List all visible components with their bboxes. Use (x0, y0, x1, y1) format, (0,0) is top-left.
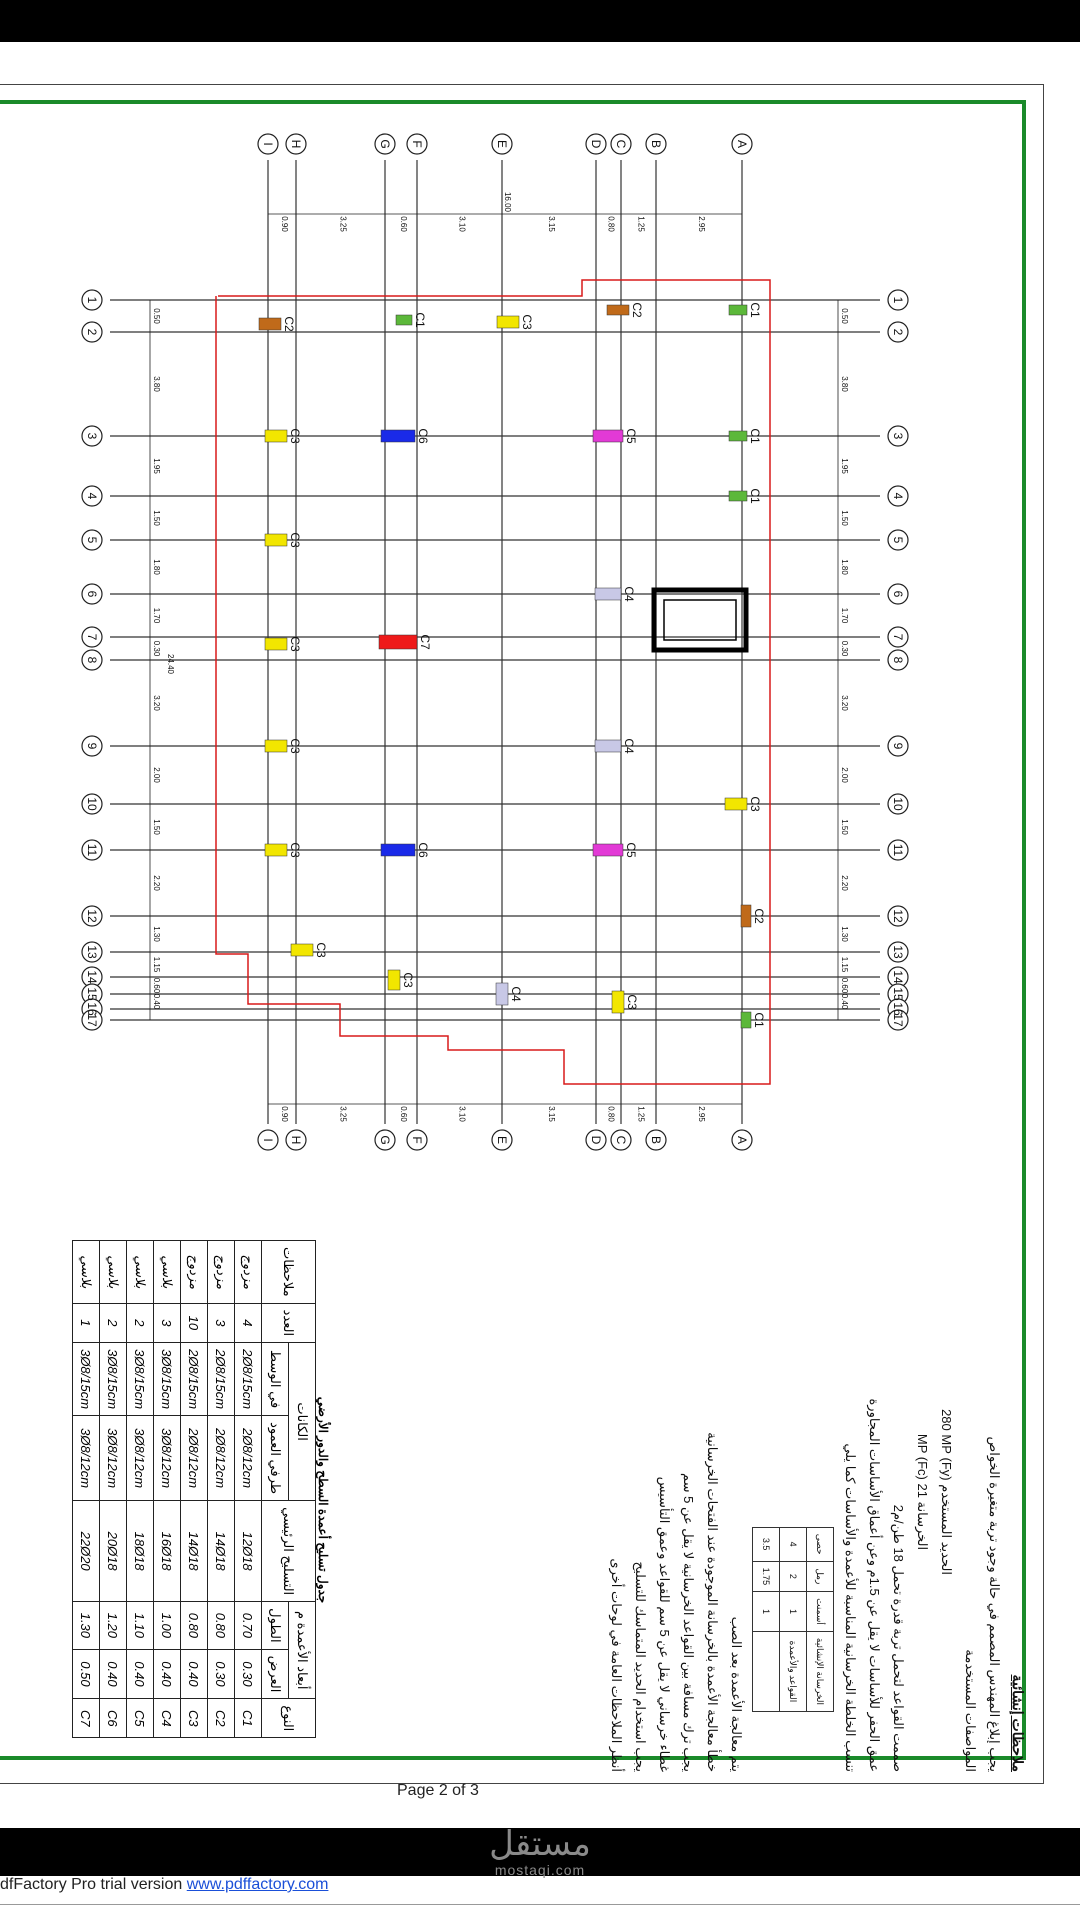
grid-label-9: 9 (85, 742, 99, 750)
dim-label: 1.25 (636, 1106, 646, 1122)
dim-label: 3.20 (840, 695, 849, 711)
dim-label: 0.60 (152, 977, 161, 994)
mix-cell: القواعد والأعمدة (780, 1631, 807, 1711)
grid-label-D: D (589, 139, 603, 149)
column-label-C3: C3 (520, 314, 534, 330)
cell-ends: 3Ø8/12cm (127, 1416, 154, 1501)
dim-label: 3.15 (547, 216, 556, 232)
column-C5 (593, 430, 623, 442)
cell-mid: 2Ø8/15cm (208, 1343, 235, 1416)
note-line: أنظر الملاحظات العامة في لوحات أخرى (609, 1558, 624, 1772)
grid-label-10: 10 (85, 797, 99, 811)
dim-label: 0.40 (840, 993, 849, 1010)
cell-main: 14Ø18 (181, 1501, 208, 1602)
column-label-C3: C3 (314, 942, 328, 958)
watermark-arabic: مستقل (489, 1824, 591, 1864)
cell-main: 12Ø18 (235, 1501, 262, 1602)
grid-label-4: 4 (85, 492, 99, 500)
column-C3 (388, 970, 400, 990)
note-line: يجب ترك مسافة بين القواعد الخرسانية لا يقل عن 5 سم (681, 1473, 696, 1772)
dim-label: 0.60 (399, 216, 408, 232)
cell-width: 0.40 (154, 1649, 181, 1699)
column-C3 (265, 534, 287, 546)
col-header-length: الطول (262, 1602, 289, 1649)
grid-label-E: E (495, 139, 509, 149)
dim-label: 0.60 (399, 1106, 408, 1122)
grid-label-6: 6 (85, 590, 99, 598)
cell-remark: مزدوج (181, 1241, 208, 1304)
dim-label: 0.60 (840, 977, 849, 994)
grid-layer (82, 134, 908, 1150)
schedule-panel (60, 1240, 330, 1760)
mix-header: الخرسانة الإنشائية (807, 1631, 834, 1711)
mostaql-watermark (470, 1826, 610, 1878)
column-C3 (725, 798, 747, 810)
dim-label: 1.70 (152, 607, 161, 624)
dim-label: 0.90 (280, 216, 289, 232)
dim-label: 1.70 (840, 607, 849, 624)
cell-ends: 3Ø8/12cm (73, 1416, 100, 1501)
note-line: يتم معالجة الأعمدة بعد الصب (729, 1616, 744, 1772)
column-label-C4: C4 (622, 586, 636, 602)
col-header-type: النوع (262, 1699, 316, 1738)
column-C2 (607, 305, 629, 315)
dim-label: 1.15 (152, 956, 161, 973)
table-row (100, 1241, 127, 1738)
col-header-middle: في الوسط (262, 1343, 289, 1416)
grid-label-5: 5 (891, 536, 905, 544)
dim-label: 2.95 (697, 216, 706, 232)
column-C1 (729, 491, 747, 501)
mix-header: أسمنت (807, 1592, 834, 1632)
cell-ends: 2Ø8/12cm (181, 1416, 208, 1501)
notes-panel (490, 1212, 1030, 1772)
dim-label: 0.80 (606, 1106, 616, 1122)
grid-label-A: A (735, 1135, 749, 1145)
note-line: يجب استخدام الحديد المتماسك للتسليح (633, 1561, 648, 1772)
column-C1 (741, 1012, 751, 1028)
grid-label-13: 13 (85, 945, 99, 959)
column-C3 (265, 740, 287, 752)
cell-ends: 3Ø8/12cm (100, 1416, 127, 1501)
note-line: الخرسانة 21 MP (Fc) (915, 1433, 930, 1551)
column-label-C1: C1 (748, 488, 762, 504)
mix-header: رمل (807, 1561, 834, 1592)
mix-cell: 1.75 (753, 1561, 780, 1592)
dim-label: 2.20 (840, 875, 849, 891)
dim-label: 3.80 (840, 376, 849, 392)
grid-label-C: C (614, 139, 628, 149)
cell-count: 2 (100, 1303, 127, 1342)
dim-total: 16.00 (503, 191, 512, 213)
schedule-rotated (60, 1240, 330, 1760)
cell-main: 20Ø18 (100, 1501, 127, 1602)
cell-mid: 2Ø8/15cm (235, 1343, 262, 1416)
mix-cell: 2 (780, 1561, 807, 1592)
column-label-C6: C6 (416, 842, 430, 858)
grid-label-1: 1 (891, 296, 905, 304)
dim-label: 3.10 (457, 1106, 467, 1122)
dim-label: 1.50 (840, 819, 849, 835)
cell-length: 0.80 (181, 1602, 208, 1649)
grid-label-3: 3 (891, 432, 905, 440)
dim-label: 1.50 (152, 510, 161, 526)
grid-label-7: 7 (85, 633, 99, 641)
grid-label-15: 15 (891, 987, 905, 1001)
note-line: الحديد المستخدم (Fy) 280 MP (939, 1409, 954, 1575)
cell-main: 18Ø18 (127, 1501, 154, 1602)
grid-label-9: 9 (891, 742, 905, 750)
grid-label-7: 7 (891, 633, 905, 641)
cell-count: 10 (181, 1303, 208, 1342)
cell-type: C5 (127, 1699, 154, 1738)
cell-length: 1.00 (154, 1602, 181, 1649)
cell-mid: 3Ø8/15cm (127, 1343, 154, 1416)
column-C3 (612, 991, 624, 1013)
column-C6 (381, 844, 415, 856)
column-C4 (496, 983, 508, 1005)
col-header-main: التسليح الرئيسي (262, 1501, 316, 1602)
grid-label-B: B (649, 1135, 663, 1145)
dim-label: 2.00 (840, 767, 849, 783)
column-C4 (595, 588, 621, 600)
table-row (73, 1241, 100, 1738)
cell-type: C1 (235, 1699, 262, 1738)
dim-label: 0.30 (152, 640, 161, 657)
column-label-C5: C5 (624, 842, 638, 858)
mix-header: حصى (807, 1527, 834, 1561)
building-outline (216, 280, 770, 1084)
cell-type: C4 (154, 1699, 181, 1738)
dim-label: 0.50 (152, 308, 161, 324)
cell-count: 3 (154, 1303, 181, 1342)
notes-rotated (490, 1212, 1030, 1772)
column-C7 (379, 635, 417, 649)
grid-label-16: 16 (891, 1002, 905, 1016)
top-black-bar (0, 0, 1080, 42)
grid-label-8: 8 (85, 656, 99, 664)
cell-remark: بلاسي (154, 1241, 181, 1304)
foundation-plan (0, 84, 1040, 1184)
cell-width: 0.40 (100, 1649, 127, 1699)
note-line: غطاء خرساني لا يقل عن 5 سم للقواعد وعمق التأسيس (657, 1476, 672, 1772)
grid-label-4: 4 (891, 492, 905, 500)
cell-ends: 2Ø8/12cm (208, 1416, 235, 1501)
elevator-core (654, 590, 746, 650)
cell-remark: بلاسي (127, 1241, 154, 1304)
grid-label-11: 11 (85, 843, 99, 857)
cell-width: 0.30 (208, 1649, 235, 1699)
cell-main: 14Ø18 (208, 1501, 235, 1602)
grid-label-16: 16 (85, 1002, 99, 1016)
column-label-C3: C3 (625, 994, 639, 1010)
grid-label-G: G (378, 1135, 392, 1145)
cell-remark: مزدوج (208, 1241, 235, 1304)
column-label-C7: C7 (418, 634, 432, 650)
grid-label-10: 10 (891, 797, 905, 811)
table-row (154, 1241, 181, 1738)
column-label-C2: C2 (282, 316, 296, 332)
table-row (235, 1241, 262, 1738)
dim-label: 2.20 (152, 875, 161, 891)
watermark-latin: mostaqi.com (494, 1862, 586, 1878)
cell-mid: 3Ø8/15cm (100, 1343, 127, 1416)
cell-mid: 3Ø8/15cm (73, 1343, 100, 1416)
col-header-stirrups: الكانات (289, 1343, 316, 1501)
grid-label-15: 15 (85, 987, 99, 1001)
cell-width: 0.40 (127, 1649, 154, 1699)
cell-ends: 3Ø8/12cm (154, 1416, 181, 1501)
cell-length: 1.10 (127, 1602, 154, 1649)
cell-remark: مزدوج (235, 1241, 262, 1304)
cell-length: 0.70 (235, 1602, 262, 1649)
cell-remark: بلاسي (73, 1241, 100, 1304)
column-label-C4: C4 (622, 738, 636, 754)
column-C5 (593, 844, 623, 856)
grid-label-2: 2 (891, 328, 905, 336)
column-label-C1: C1 (413, 312, 427, 328)
dim-label: 1.95 (152, 458, 161, 474)
column-label-C3: C3 (288, 532, 302, 548)
cell-count: 2 (127, 1303, 154, 1342)
grid-label-F: F (410, 1136, 424, 1144)
cell-width: 0.40 (181, 1649, 208, 1699)
grid-label-I: I (261, 1138, 275, 1142)
column-schedule-table (72, 1240, 316, 1738)
grid-label-D: D (589, 1135, 603, 1145)
dim-label: 3.25 (338, 1106, 348, 1122)
grid-label-E: E (495, 1135, 509, 1145)
cell-type: C3 (181, 1699, 208, 1738)
column-label-C2: C2 (752, 908, 766, 924)
note-line: خطأ معالجة الأعمدة بالخرسانة الموجودة عند الفتحات الخرسانية (705, 1432, 720, 1772)
elevator-core-inner (664, 600, 736, 640)
mix-cell (753, 1631, 780, 1711)
cell-main: 16Ø18 (154, 1501, 181, 1602)
dim-label: 1.15 (840, 956, 849, 973)
cell-type: C7 (73, 1699, 100, 1738)
cell-count: 4 (235, 1303, 262, 1342)
column-label-C3: C3 (288, 738, 302, 754)
column-C1 (729, 305, 747, 315)
grid-label-13: 13 (891, 945, 905, 959)
dim-label: 0.80 (606, 216, 616, 232)
dim-label: 1.50 (840, 510, 849, 526)
col-header-ends: طرفي العمود (262, 1416, 289, 1501)
column-label-C2: C2 (630, 302, 644, 318)
column-label-C3: C3 (748, 796, 762, 812)
dim-label: 1.50 (152, 819, 161, 835)
column-C3 (291, 944, 313, 956)
column-label-C1: C1 (752, 1012, 766, 1028)
table-row (127, 1241, 154, 1738)
cell-length: 1.30 (73, 1602, 100, 1649)
table-row (208, 1241, 235, 1738)
dim-label: 0.30 (840, 640, 849, 657)
mix-table (752, 1527, 834, 1712)
cell-type: C6 (100, 1699, 127, 1738)
column-C2 (741, 905, 751, 927)
dim-label: 0.40 (152, 993, 161, 1010)
cell-count: 3 (208, 1303, 235, 1342)
dim-label: 1.25 (636, 216, 646, 232)
grid-label-C: C (614, 1135, 628, 1145)
grid-label-B: B (649, 139, 663, 149)
column-C3 (265, 638, 287, 650)
dim-label: 3.10 (457, 216, 467, 232)
grid-label-3: 3 (85, 432, 99, 440)
column-label-C3: C3 (288, 428, 302, 444)
grid-label-2: 2 (85, 328, 99, 336)
dim-label: 2.95 (697, 1106, 706, 1122)
cell-ends: 2Ø8/12cm (235, 1416, 262, 1501)
column-C3 (497, 316, 519, 328)
footer-link[interactable]: www.pdffactory.com (186, 1876, 329, 1893)
column-label-C1: C1 (748, 428, 762, 444)
column-label-C1: C1 (748, 302, 762, 318)
note-line: تنسب الخلطة الخرسانية المناسبة للأعمدة والأساسات كما يلي (843, 1443, 858, 1772)
table-row (181, 1241, 208, 1738)
mix-cell: 1 (780, 1592, 807, 1632)
column-C4 (595, 740, 621, 752)
dim-label: 3.25 (338, 216, 348, 232)
outline-layer (216, 280, 770, 1084)
notes-title: ملاحظات إنشائية (1010, 1674, 1026, 1772)
column-C3 (265, 430, 287, 442)
cell-remark: بلاسي (100, 1241, 127, 1304)
column-label-C3: C3 (401, 972, 415, 988)
column-C2 (259, 318, 281, 330)
pdf-footer (0, 1876, 328, 1894)
col-header-count: العدد (262, 1303, 316, 1342)
dim-label: 1.95 (840, 458, 849, 474)
cell-length: 0.80 (208, 1602, 235, 1649)
dim-label: 1.80 (152, 559, 161, 575)
schedule-title: جدول تسليح أعمدة السطح والدور الأرضي (316, 1396, 330, 1604)
page-number: Page 2 of 3 (397, 1782, 479, 1799)
grid-label-1: 1 (85, 296, 99, 304)
grid-label-17: 17 (891, 1013, 905, 1027)
grid-label-6: 6 (891, 590, 905, 598)
dim-label: 0.90 (280, 1106, 289, 1122)
cell-main: 22Ø20 (73, 1501, 100, 1602)
column-C6 (381, 430, 415, 442)
dim-label: 1.30 (152, 926, 161, 942)
grid-label-12: 12 (891, 909, 905, 923)
dim-label: 1.80 (840, 559, 849, 575)
grid-label-H: H (289, 139, 303, 149)
grid-label-G: G (378, 139, 392, 149)
column-C1 (396, 315, 412, 325)
dim-label: 0.50 (840, 308, 849, 324)
next-page-edge (0, 1904, 1080, 1920)
grid-label-17: 17 (85, 1013, 99, 1027)
note-line: يجب إبلاغ المهندس المصمم في حالة وجود تربة متغيرة الخواص (987, 1436, 1002, 1772)
dim-label: 3.20 (152, 695, 161, 711)
grid-label-A: A (735, 139, 749, 149)
dim-total: 24.40 (166, 653, 175, 675)
dim-label: 1.30 (840, 926, 849, 942)
footer-prefix: dfFactory Pro trial version (0, 1876, 183, 1893)
cell-type: C2 (208, 1699, 235, 1738)
column-C3 (265, 844, 287, 856)
mix-cell: 4 (780, 1527, 807, 1561)
cell-count: 1 (73, 1303, 100, 1342)
grid-label-14: 14 (891, 970, 905, 984)
grid-label-14: 14 (85, 970, 99, 984)
cell-mid: 3Ø8/15cm (154, 1343, 181, 1416)
note-line: صممت القواعد لتحمل تربة قدرة تحمل 18 طن/م2 (891, 1504, 906, 1772)
cell-width: 0.30 (235, 1649, 262, 1699)
column-label-C3: C3 (288, 842, 302, 858)
note-line: المواصفات المستخدمة (963, 1649, 978, 1772)
grid-label-8: 8 (891, 656, 905, 664)
dim-label: 3.15 (547, 1106, 556, 1122)
notes-content (604, 1212, 1030, 1772)
grid-label-11: 11 (891, 843, 905, 857)
columns-layer (259, 305, 751, 1028)
grid-label-H: H (289, 1135, 303, 1145)
col-header-remarks: ملاحظات (262, 1241, 316, 1304)
dim-label: 3.80 (152, 376, 161, 392)
note-line: عمق الحفر للأساسات لا يقل عن 1.5م وعن أعماق الأساسات المجاورة (867, 1398, 882, 1772)
column-label-C3: C3 (288, 636, 302, 652)
cell-mid: 2Ø8/15cm (181, 1343, 208, 1416)
column-C1 (729, 431, 747, 441)
mix-cell: 1 (753, 1592, 780, 1632)
cell-width: 0.50 (73, 1649, 100, 1699)
col-header-dims: أبعاد الأعمدة م (289, 1602, 316, 1699)
grid-label-F: F (410, 140, 424, 148)
grid-label-12: 12 (85, 909, 99, 923)
grid-label-I: I (261, 142, 275, 146)
column-label-C5: C5 (624, 428, 638, 444)
column-label-C6: C6 (416, 428, 430, 444)
dim-label: 2.00 (152, 767, 161, 783)
mix-cell: 3.5 (753, 1527, 780, 1561)
column-label-C4: C4 (509, 986, 523, 1002)
grid-label-5: 5 (85, 536, 99, 544)
cell-length: 1.20 (100, 1602, 127, 1649)
col-header-width: العرض (262, 1649, 289, 1699)
